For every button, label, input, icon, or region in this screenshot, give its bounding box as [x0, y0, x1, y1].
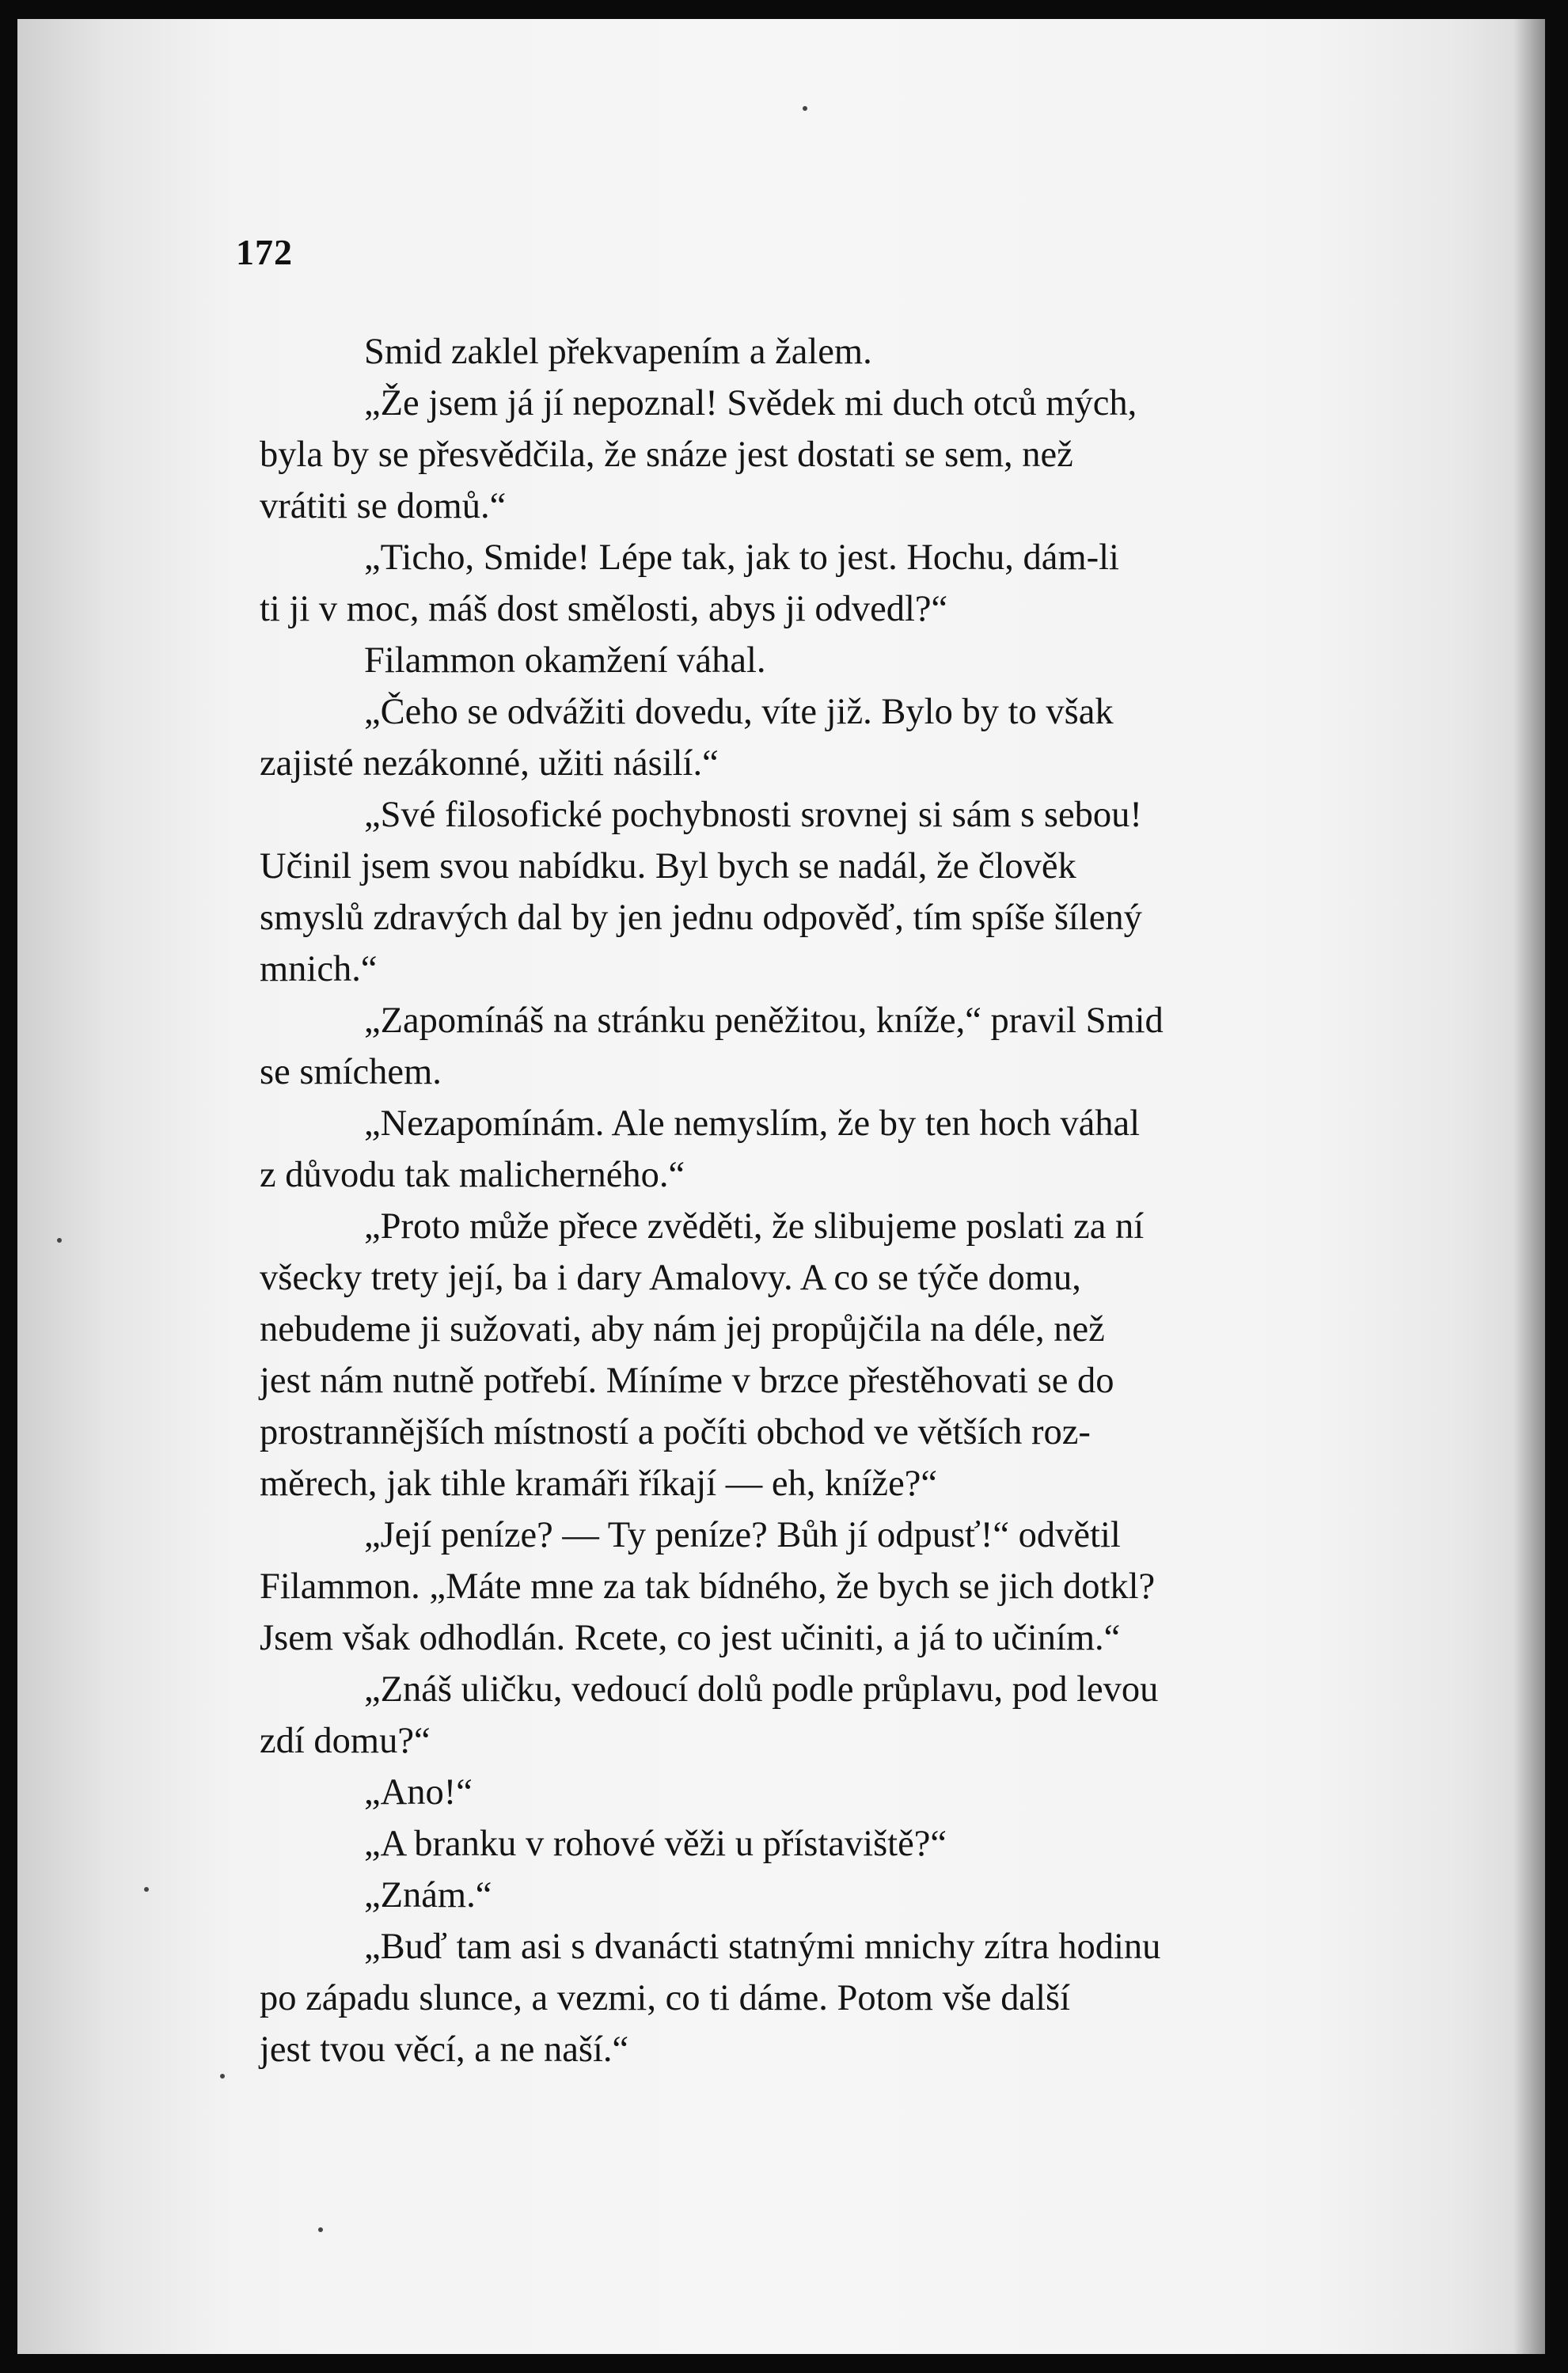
page-edge-shadow — [1513, 19, 1545, 2354]
scan-speck — [144, 1887, 149, 1892]
text-line: všecky trety její, ba i dary Amalovy. A co se týče domu, — [260, 1258, 1081, 1298]
text-line: Filammon. „Máte mne za tak bídného, že bych se jich dotkl? — [260, 1566, 1156, 1607]
text-line: Filammon okamžení váhal. — [364, 640, 766, 681]
book-page — [17, 19, 1545, 2354]
text-line: „Znám.“ — [364, 1875, 492, 1915]
text-line: „Čeho se odvážiti dovedu, víte již. Bylo by to však — [364, 692, 1114, 732]
text-line: zdí domu?“ — [260, 1721, 431, 1761]
text-line: Smid zaklel překvapením a žalem. — [364, 332, 872, 372]
text-line: jest nám nutně potřebí. Míníme v brzce přestěhovati se do — [260, 1361, 1114, 1401]
text-line: ti ji v moc, máš dost smělosti, abys ji odvedl?“ — [260, 589, 948, 629]
scan-speck — [803, 106, 807, 111]
text-line: smyslů zdravých dal by jen jednu odpověď, tím spíše šílený — [260, 898, 1142, 938]
text-line: prostrannějších místností a počíti obchod ve větších roz- — [260, 1412, 1091, 1452]
text-line: „Znáš uličku, vedoucí dolů podle průplavu, pod levou — [364, 1669, 1159, 1710]
text-line: byla by se přesvědčila, že snáze jest dostati se sem, než — [260, 435, 1073, 475]
text-line: „Nezapomínám. Ale nemyslím, že by ten hoch váhal — [364, 1103, 1141, 1144]
text-line: se smíchem. — [260, 1052, 442, 1092]
text-line: mnich.“ — [260, 949, 378, 989]
text-line: nebudeme ji sužovati, aby nám jej propůjčila na déle, než — [260, 1309, 1105, 1350]
text-line: Jsem však odhodlán. Rcete, co jest učiniti, a já to učiním.“ — [260, 1618, 1121, 1658]
text-line: „Své filosofické pochybnosti srovnej si sám s sebou! — [364, 795, 1142, 835]
text-line: měrech, jak tihle kramáři říkají — eh, kníže?“ — [260, 1464, 937, 1504]
scan-speck — [57, 1238, 62, 1243]
scan-speck — [318, 2227, 323, 2232]
page-number: 172 — [236, 232, 293, 272]
text-line: „Zapomínáš na stránku peněžitou, kníže,“ pravil Smid — [364, 1000, 1164, 1041]
text-line: „Ano!“ — [364, 1772, 473, 1813]
text-line: Učinil jsem svou nabídku. Byl bych se nadál, že člověk — [260, 846, 1076, 887]
text-line: „Buď tam asi s dvanácti statnými mnichy zítra hodinu — [364, 1927, 1161, 1967]
text-line: „Ticho, Smide! Lépe tak, jak to jest. Hochu, dám-li — [364, 537, 1119, 578]
text-line: po západu slunce, a vezmi, co ti dáme. Potom vše další — [260, 1978, 1071, 2018]
body-text — [260, 326, 1409, 2075]
text-line: „Že jsem já jí nepoznal! Svědek mi duch otců mých, — [364, 383, 1137, 423]
scan-speck — [220, 2074, 225, 2079]
text-line: jest tvou věcí, a ne naší.“ — [260, 2029, 629, 2070]
text-line: „Proto může přece zvěděti, že slibujeme poslati za ní — [364, 1206, 1145, 1247]
text-line: „A branku v rohové věži u přístaviště?“ — [364, 1824, 947, 1864]
text-line: z důvodu tak malicherného.“ — [260, 1155, 685, 1195]
text-line: vrátiti se domů.“ — [260, 486, 507, 526]
text-line: „Její peníze? — Ty peníze? Bůh jí odpusť!“ odvětil — [364, 1515, 1121, 1555]
text-line: zajisté nezákonné, užiti násilí.“ — [260, 743, 719, 784]
